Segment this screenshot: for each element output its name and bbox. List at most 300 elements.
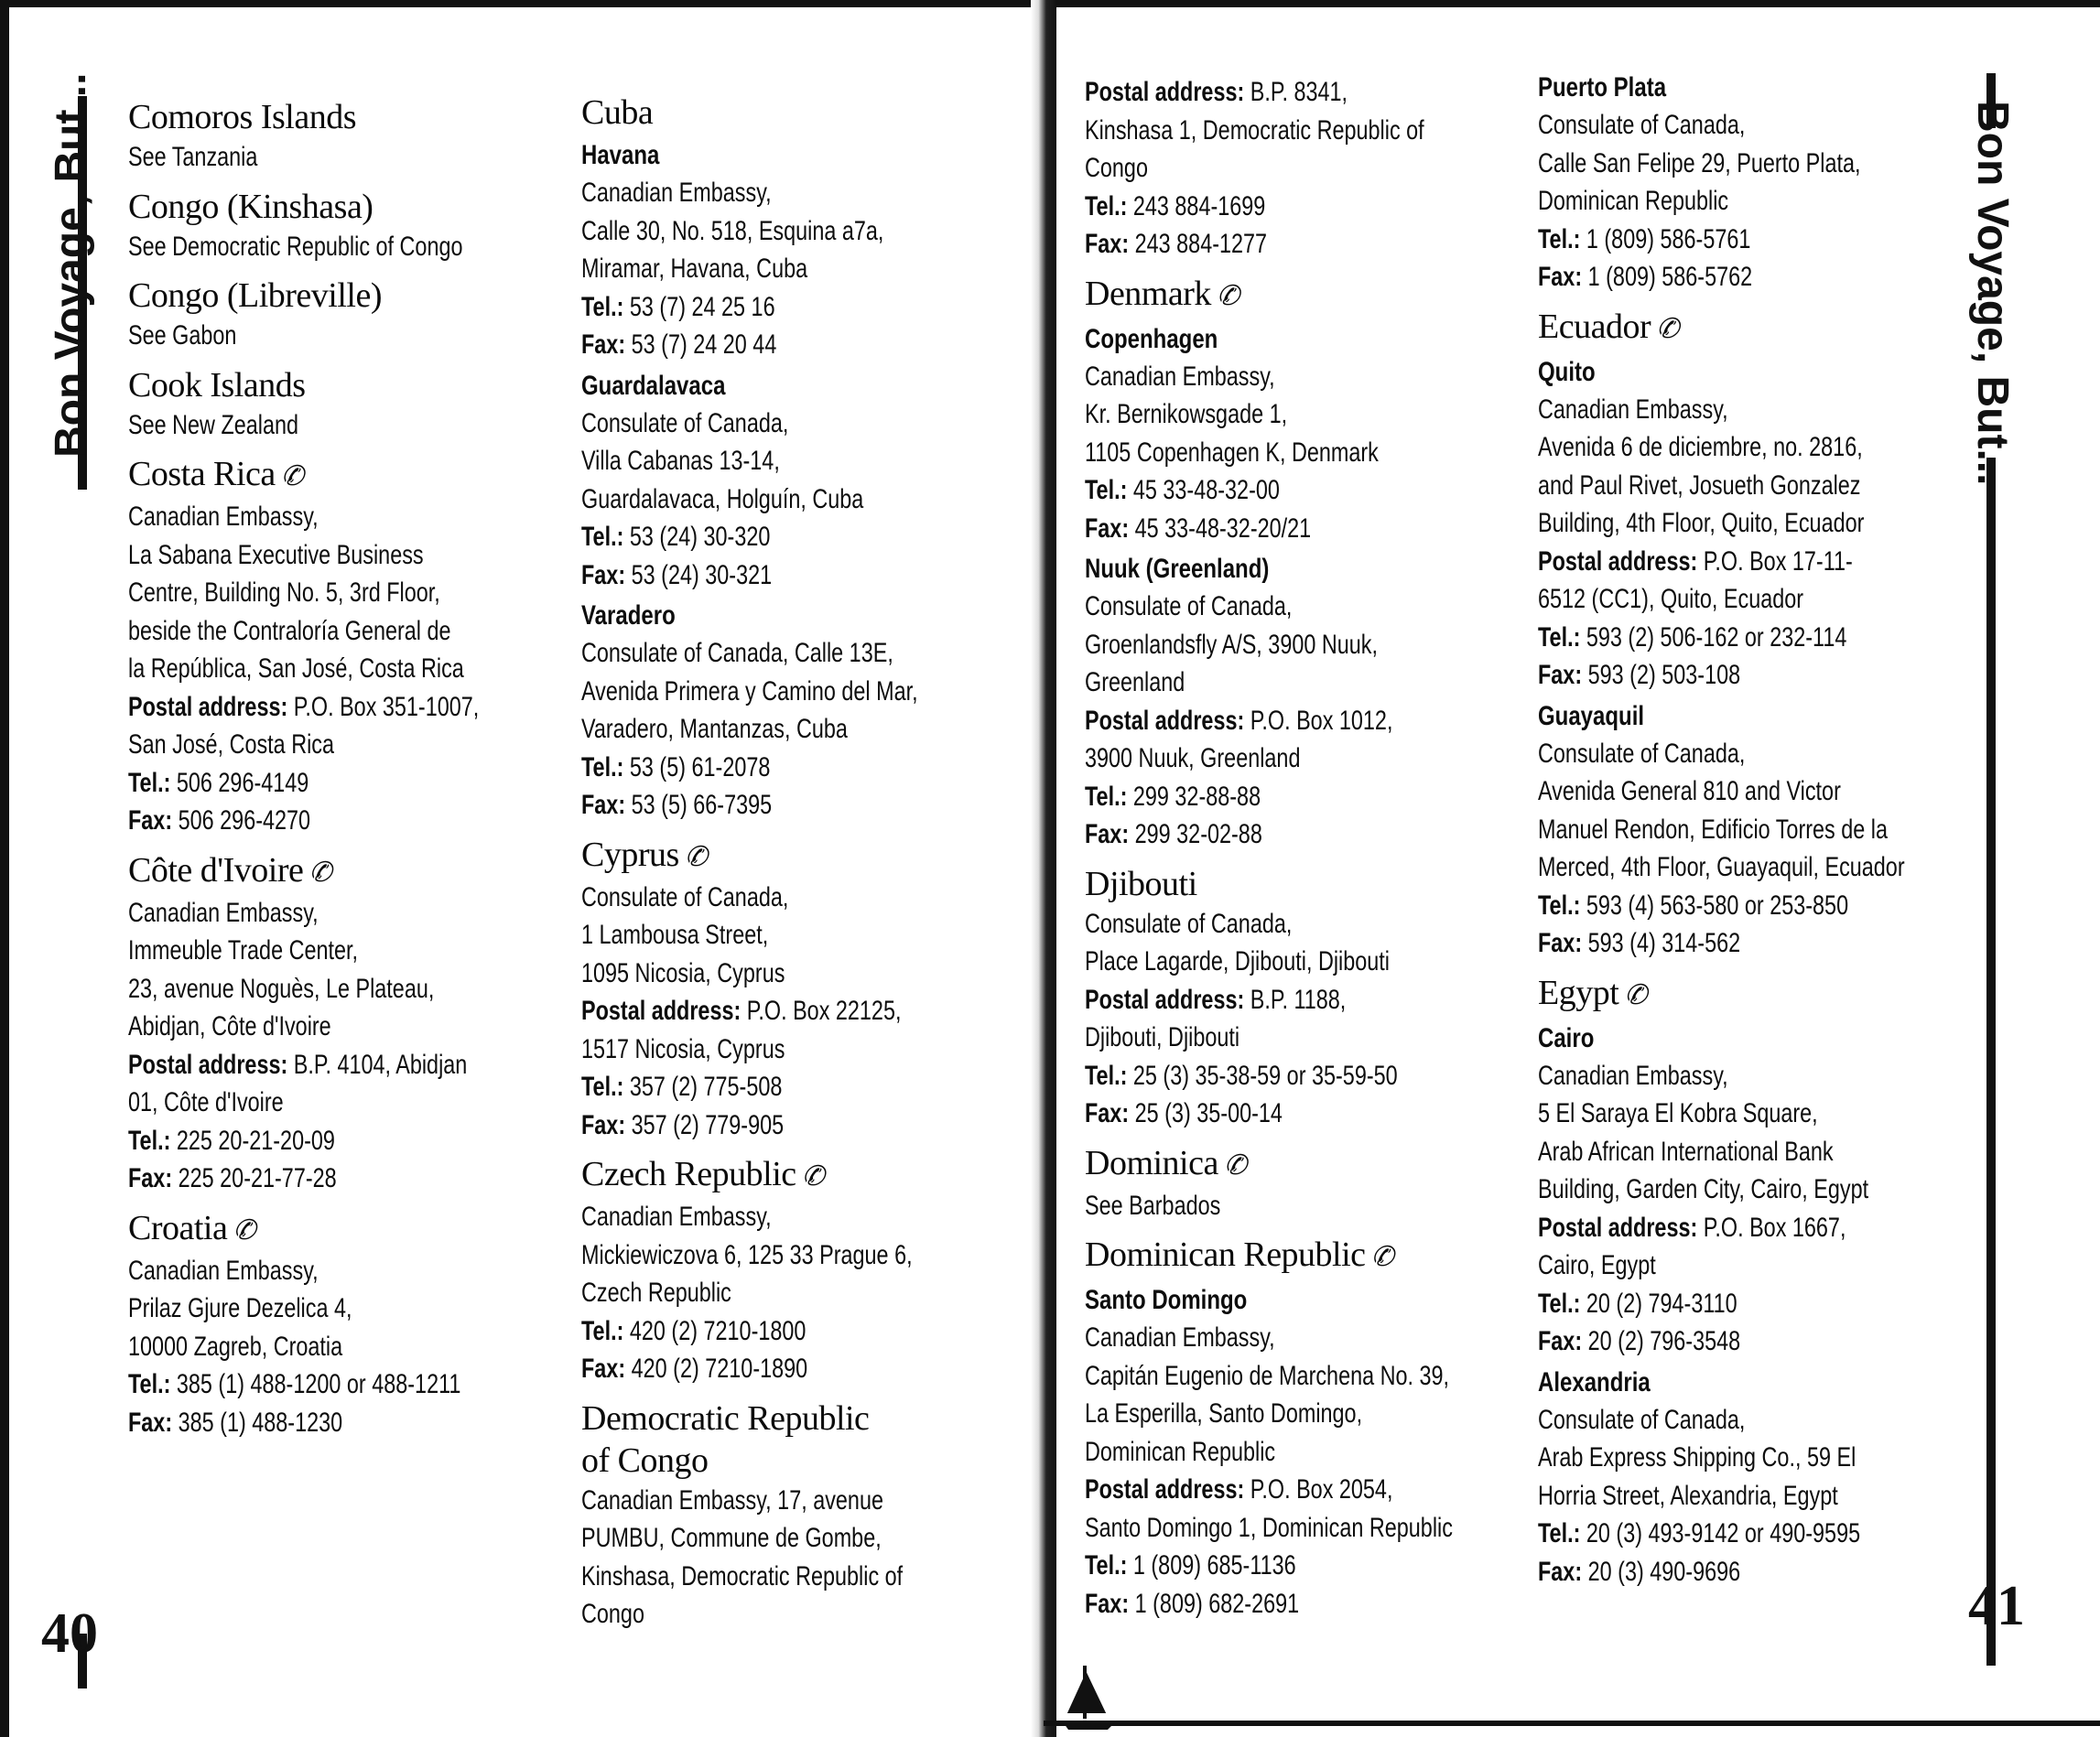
- address-line: [128, 536, 471, 575]
- country-name: Cyprus: [581, 835, 679, 874]
- country-name: Democratic Republic: [581, 1398, 870, 1438]
- field-value: 53 (24) 30-321: [625, 559, 773, 590]
- contact-line: [128, 802, 471, 840]
- country-name: Côte d'Ivoire: [128, 850, 304, 890]
- field-value: 20 (3) 493-9142 or 490-9595: [1580, 1518, 1861, 1548]
- field-value: 1 Lambousa Street,: [581, 920, 769, 950]
- field-value: 299 32-02-88: [1129, 819, 1262, 849]
- field-value: Villa Cabanas 13-14,: [581, 446, 780, 476]
- field-value: Kr. Bernikowsgade 1,: [1085, 399, 1288, 429]
- address-line: [128, 894, 471, 933]
- country-heading: [581, 1397, 1012, 1482]
- address-line: [1085, 1395, 1421, 1433]
- field-value: Consulate of Canada,: [1085, 908, 1293, 939]
- column-3: [1085, 73, 1515, 1623]
- field-value: 243 884-1277: [1129, 229, 1268, 259]
- field-label: Fax:: [1538, 1326, 1583, 1356]
- field-value: B.P. 8341,: [1244, 77, 1348, 107]
- country-heading: [581, 834, 1012, 879]
- field-value: Congo: [581, 1599, 644, 1629]
- contact-line: [1085, 702, 1421, 740]
- field-value: Building, 4th Floor, Quito, Ecuador: [1538, 508, 1865, 538]
- city-heading: Guardalavaca: [581, 370, 726, 401]
- field-value: La Sabana Executive Business: [128, 539, 424, 570]
- address-line: [128, 932, 471, 970]
- address-line: [128, 650, 471, 688]
- contact-line: [1538, 258, 1874, 297]
- field-value: Canadian Embassy,: [581, 1202, 772, 1232]
- directory-entry: [581, 1397, 1012, 1634]
- field-value: Kinshasa 1, Democratic Republic of: [1085, 114, 1424, 146]
- field-value: San José, Costa Rica: [128, 729, 335, 760]
- field-value: 53 (7) 24 20 44: [625, 329, 777, 360]
- field-value: 45 33-48-32-00: [1127, 475, 1280, 505]
- field-value: P.O. Box 2054,: [1244, 1474, 1393, 1505]
- field-value: Consulate of Canada,: [581, 407, 789, 438]
- field-label: Postal address:: [128, 1049, 288, 1080]
- address-line: [1085, 588, 1421, 626]
- directory-entry: [128, 364, 568, 445]
- field-value: 45 33-48-32-20/21: [1129, 512, 1312, 544]
- field-label: Tel.:: [581, 522, 624, 552]
- contact-line: [128, 1046, 471, 1084]
- field-value: Greenland: [1085, 667, 1185, 697]
- field-value: Dominican Republic: [1538, 186, 1729, 216]
- contact-line: [581, 288, 917, 327]
- contact-line: [1085, 1585, 1421, 1624]
- address-line: [1085, 149, 1421, 188]
- contact-line: [581, 1312, 917, 1351]
- city-heading: Cairo: [1538, 1022, 1595, 1053]
- address-line: [1538, 1133, 1874, 1171]
- address-line: [128, 1252, 471, 1290]
- field-label: Tel.:: [1538, 223, 1581, 254]
- address-line: [1538, 1439, 1874, 1477]
- directory-entry: [1085, 73, 1515, 264]
- field-value: Canadian Embassy,: [128, 502, 319, 532]
- contact-line: [128, 1122, 471, 1160]
- contact-line: [128, 1365, 471, 1404]
- field-value: 3900 Nuuk, Greenland: [1085, 743, 1301, 773]
- contact-line: [581, 326, 917, 364]
- address-line: [1538, 1095, 1874, 1133]
- contact-line: [1085, 225, 1421, 264]
- country-heading: [128, 1207, 568, 1252]
- field-value: 53 (24) 30-320: [623, 522, 771, 552]
- field-value: 420 (2) 7210-1800: [623, 1315, 806, 1346]
- field-label: Fax:: [1538, 262, 1583, 292]
- address-line: [1538, 467, 1874, 505]
- country-heading: [128, 364, 568, 406]
- field-label: Tel.:: [581, 291, 624, 322]
- country-heading: [128, 96, 568, 138]
- field-label: Postal address:: [1085, 705, 1245, 736]
- country-name: Denmark: [1085, 274, 1211, 313]
- contact-line: [1085, 73, 1421, 112]
- phone-symbol-icon: ✆: [280, 461, 304, 491]
- contact-line: [1085, 1095, 1421, 1133]
- field-value: P.O. Box 1667,: [1697, 1212, 1846, 1243]
- address-line: [1085, 739, 1421, 778]
- contact-line: [128, 764, 471, 803]
- field-value: Canadian Embassy,: [128, 1255, 319, 1286]
- contact-line: [1538, 1515, 1874, 1553]
- field-value: See Democratic Republic of Congo: [128, 231, 463, 262]
- address-line: [128, 406, 471, 445]
- address-line: [1085, 1187, 1421, 1225]
- field-value: 593 (2) 506-162 or 232-114: [1580, 621, 1847, 653]
- directory-entry: [128, 453, 568, 840]
- address-line: [581, 916, 917, 955]
- right-tab-bar-lower: [1986, 458, 1996, 1666]
- address-line: [1538, 391, 1874, 429]
- field-label: Tel.:: [581, 1315, 624, 1346]
- country-heading: [1085, 1234, 1515, 1278]
- field-value: Calle San Felipe 29, Puerto Plata,: [1538, 147, 1861, 178]
- country-heading: [1085, 863, 1515, 905]
- contact-line: [1538, 924, 1874, 963]
- address-line: [1085, 1357, 1450, 1396]
- address-line: [1538, 735, 1874, 773]
- country-name: Ecuador: [1538, 307, 1651, 346]
- phone-symbol-icon: ✆: [1624, 979, 1647, 1010]
- field-value: 1 (809) 586-5762: [1582, 262, 1753, 292]
- directory-entry: [1085, 273, 1515, 548]
- country-name: Cuba: [581, 93, 654, 132]
- directory-entry: [581, 834, 1012, 1145]
- address-line: [581, 1558, 917, 1596]
- phone-symbol-icon: ✆: [1370, 1242, 1394, 1272]
- field-label: Fax:: [128, 1163, 173, 1193]
- address-line: [581, 634, 917, 673]
- boat-logo-icon: [1057, 1656, 1121, 1730]
- contact-line: [1538, 1553, 1874, 1591]
- field-label: Fax:: [1538, 1556, 1583, 1587]
- field-label: Postal address:: [1085, 77, 1245, 107]
- address-line: [128, 1328, 471, 1366]
- field-value: Canadian Embassy,: [581, 178, 772, 208]
- directory-entry: [128, 96, 568, 177]
- contact-line: [1538, 543, 1874, 581]
- city-heading: Guayaquil: [1538, 700, 1645, 731]
- phone-symbol-icon: ✆: [801, 1161, 825, 1192]
- country-heading: [1538, 306, 1968, 351]
- directory-entry: [581, 92, 1012, 364]
- field-value: 23, avenue Noguès, Le Plateau,: [128, 973, 435, 1004]
- field-value: Miramar, Havana, Cuba: [581, 254, 808, 284]
- field-value: 593 (4) 314-562: [1582, 928, 1741, 958]
- field-label: Tel.:: [1538, 1288, 1581, 1319]
- field-label: Fax:: [1538, 660, 1583, 690]
- field-value: 25 (3) 35-00-14: [1129, 1098, 1283, 1128]
- address-line: [1538, 848, 1905, 887]
- contact-line: [1538, 887, 1874, 925]
- country-heading: [1085, 1142, 1515, 1187]
- city-heading: Quito: [1538, 356, 1596, 387]
- address-line: [1538, 106, 1874, 145]
- field-label: Fax:: [581, 559, 626, 590]
- contact-line: [1085, 1547, 1421, 1585]
- address-line: [128, 1008, 471, 1046]
- field-value: 01, Côte d'Ivoire: [128, 1087, 284, 1117]
- city-heading: Nuuk (Greenland): [1085, 554, 1270, 584]
- field-value: 20 (3) 490-9696: [1582, 1556, 1741, 1587]
- field-value: Building, Garden City, Cairo, Egypt: [1538, 1174, 1869, 1204]
- directory-entry: [1538, 972, 1968, 1361]
- field-value: 1517 Nicosia, Cyprus: [581, 1033, 785, 1064]
- address-line: [581, 1595, 917, 1634]
- address-line: [1085, 664, 1421, 702]
- contact-line: [1085, 778, 1421, 816]
- address-line: [581, 1482, 917, 1520]
- field-value: Canadian Embassy,: [1085, 1322, 1275, 1353]
- address-line: [581, 174, 917, 212]
- field-value: See Tanzania: [128, 142, 258, 172]
- address-line: [1085, 1509, 1453, 1548]
- field-label: Tel.:: [1538, 1518, 1581, 1548]
- field-value: Consulate of Canada,: [1538, 110, 1746, 140]
- field-value: Avenida 6 de diciembre, no. 2816,: [1538, 432, 1863, 462]
- field-value: 5 El Saraya El Kobra Square,: [1538, 1098, 1818, 1128]
- directory-entry: [1538, 306, 1968, 695]
- field-value: Mickiewiczova 6, 125 33 Prague 6,: [581, 1239, 913, 1270]
- field-value: Canadian Embassy, 17, avenue: [581, 1484, 883, 1516]
- field-label: Tel.:: [1085, 190, 1128, 221]
- country-heading: [1538, 972, 1968, 1017]
- field-value: 506 296-4270: [172, 805, 311, 836]
- contact-line: [1085, 1471, 1421, 1509]
- directory-entry: [581, 368, 1012, 595]
- address-line: [581, 879, 917, 917]
- field-value: Arab Express Shipping Co., 59 El: [1538, 1442, 1856, 1473]
- field-value: 420 (2) 7210-1890: [625, 1354, 808, 1384]
- bottom-right-edge: [1044, 1721, 2100, 1726]
- country-heading: [581, 92, 1012, 134]
- field-value: Consulate of Canada,: [1085, 591, 1293, 621]
- address-line: [581, 955, 917, 993]
- city-heading: Alexandria: [1538, 1366, 1651, 1397]
- field-value: 53 (7) 24 25 16: [623, 291, 775, 322]
- contact-line: [1538, 1322, 1874, 1361]
- field-label: Fax:: [1085, 1098, 1130, 1128]
- field-value: Horria Street, Alexandria, Egypt: [1538, 1480, 1838, 1511]
- address-line: [581, 250, 917, 288]
- address-line: [128, 138, 471, 177]
- field-value: 53 (5) 61-2078: [623, 751, 771, 782]
- field-label: Tel.:: [1538, 621, 1581, 653]
- contact-line: [581, 786, 917, 825]
- address-line: [128, 970, 471, 1009]
- address-line: [1085, 905, 1421, 944]
- contact-line: [1538, 1209, 1874, 1247]
- contact-line: [1538, 1285, 1874, 1323]
- column-4: [1538, 66, 1968, 1591]
- country-name: Congo (Libreville): [128, 276, 382, 315]
- address-line: [581, 212, 917, 251]
- column-1: [128, 87, 568, 1441]
- field-value: Avenida Primera y Camino del Mar,: [581, 675, 918, 707]
- field-value: La Esperilla, Santo Domingo,: [1085, 1398, 1363, 1429]
- address-line: [1085, 1433, 1421, 1472]
- field-value: P.O. Box 351-1007,: [287, 691, 480, 722]
- address-line: [128, 1084, 471, 1122]
- page-number-right: 41: [1968, 1575, 2025, 1637]
- address-line: [581, 442, 917, 480]
- column-2: [581, 82, 1012, 1634]
- field-value: 225 20-21-77-28: [172, 1163, 337, 1193]
- running-head-left: Bon Voyage, But...: [47, 72, 95, 458]
- contact-line: [1085, 981, 1421, 1020]
- field-value: Kinshasa, Democratic Republic of: [581, 1560, 904, 1591]
- address-line: [128, 317, 471, 355]
- address-line: [1085, 112, 1424, 150]
- field-value: 357 (2) 775-508: [623, 1072, 783, 1102]
- field-value: Calle 30, No. 518, Esquina a7a,: [581, 215, 884, 246]
- field-label: Fax:: [581, 1354, 626, 1384]
- field-value: See New Zealand: [128, 409, 299, 440]
- field-label: Fax:: [128, 1407, 173, 1438]
- field-value: 593 (4) 563-580 or 253-850: [1580, 890, 1849, 921]
- phone-symbol-icon: ✆: [684, 841, 708, 872]
- address-line: [581, 1236, 917, 1275]
- directory-entry: [128, 275, 568, 355]
- contact-line: [581, 1068, 917, 1106]
- address-line: [581, 1030, 917, 1069]
- field-value: Avenida General 810 and Victor: [1538, 776, 1841, 806]
- field-value: Santo Domingo 1, Dominican Republic: [1085, 1512, 1453, 1543]
- field-value: Arab African International Bank: [1538, 1136, 1834, 1167]
- field-value: Capitán Eugenio de Marchena No. 39,: [1085, 1360, 1450, 1391]
- contact-line: [128, 688, 480, 727]
- contact-line: [1538, 221, 1874, 259]
- address-line: [128, 612, 471, 651]
- address-line: [128, 726, 471, 764]
- field-label: Postal address:: [128, 691, 288, 722]
- country-name: Dominican Republic: [1085, 1235, 1366, 1274]
- field-value: 357 (2) 779-905: [625, 1109, 785, 1140]
- country-name: Egypt: [1538, 973, 1619, 1012]
- field-value: 1 (809) 586-5761: [1580, 223, 1751, 254]
- directory-entry: [128, 1207, 568, 1442]
- field-value: 1095 Nicosia, Cyprus: [581, 957, 785, 988]
- contact-line: [1085, 1057, 1421, 1095]
- field-value: 299 32-88-88: [1127, 781, 1261, 812]
- running-head-right: Bon Voyage, But...: [1968, 101, 2017, 486]
- address-line: [1538, 428, 1874, 467]
- field-label: Fax:: [1085, 229, 1130, 259]
- field-value: Dominican Republic: [1085, 1436, 1276, 1467]
- contact-line: [1538, 619, 1874, 657]
- address-line: [581, 1198, 917, 1236]
- address-line: [1538, 504, 1874, 543]
- country-heading: [581, 1153, 1012, 1198]
- address-line: [1538, 1171, 1874, 1209]
- field-value: Congo: [1085, 153, 1148, 183]
- phone-symbol-icon: ✆: [309, 857, 331, 888]
- field-value: 10000 Zagreb, Croatia: [128, 1331, 343, 1362]
- contact-line: [1085, 471, 1421, 510]
- field-value: Czech Republic: [581, 1278, 731, 1308]
- field-value: Consulate of Canada,: [1538, 1404, 1746, 1435]
- field-value: Prilaz Gjure Dezelica 4,: [128, 1293, 352, 1323]
- city-heading: Puerto Plata: [1538, 72, 1667, 102]
- field-label: Fax:: [1085, 1588, 1130, 1619]
- contact-line: [581, 992, 917, 1030]
- field-value: Immeuble Trade Center,: [128, 935, 359, 966]
- directory-entry: [581, 1153, 1012, 1388]
- field-label: Postal address:: [1085, 1474, 1245, 1505]
- field-value: See Barbados: [1085, 1190, 1221, 1221]
- country-name: Costa Rica: [128, 455, 276, 493]
- field-label: Fax:: [128, 805, 173, 836]
- directory-entry: [1085, 863, 1515, 1133]
- field-label: Tel.:: [1085, 1060, 1128, 1091]
- directory-entry: [1085, 1234, 1515, 1623]
- field-value: 53 (5) 66-7395: [625, 790, 773, 820]
- field-value: Guardalavaca, Holguín, Cuba: [581, 483, 864, 514]
- field-value: Groenlandsfly A/S, 3900 Nuuk,: [1085, 629, 1378, 660]
- field-label: Fax:: [1538, 928, 1583, 958]
- field-value: Canadian Embassy,: [128, 897, 319, 928]
- field-value: 1105 Copenhagen K, Denmark: [1085, 437, 1379, 468]
- address-line: [1538, 145, 1874, 183]
- directory-entry: [1538, 70, 1968, 297]
- address-line: [1538, 811, 1888, 849]
- field-value: 385 (1) 488-1200 or 488-1211: [170, 1369, 461, 1399]
- address-line: [1085, 943, 1421, 981]
- field-value: Place Lagarde, Djibouti, Djibouti: [1085, 946, 1390, 976]
- address-line: [1085, 1319, 1421, 1357]
- directory-entry: [128, 186, 568, 266]
- address-line: [1538, 580, 1874, 619]
- address-line: [581, 1519, 917, 1558]
- field-label: Tel.:: [1085, 475, 1128, 505]
- field-value: Canadian Embassy,: [1538, 1060, 1728, 1091]
- contact-line: [581, 556, 917, 595]
- field-label: Fax:: [581, 790, 626, 820]
- field-value: Merced, 4th Floor, Guayaquil, Ecuador: [1538, 852, 1905, 882]
- field-value: P.O. Box 17-11-: [1697, 545, 1853, 577]
- field-value: Canadian Embassy,: [1085, 361, 1275, 392]
- field-label: Fax:: [1085, 512, 1130, 544]
- field-value: Consulate of Canada, Calle 13E,: [581, 638, 893, 668]
- directory-entry: [128, 849, 568, 1198]
- field-value: 385 (1) 488-1230: [172, 1407, 343, 1438]
- country-name: Comoros Islands: [128, 98, 356, 136]
- address-line: [581, 480, 917, 519]
- address-line: [128, 498, 471, 536]
- field-label: Postal address:: [581, 996, 741, 1026]
- page-number-left: 40: [41, 1602, 98, 1665]
- field-label: Fax:: [581, 329, 626, 360]
- address-line: [128, 1289, 471, 1328]
- field-value: 243 884-1699: [1127, 190, 1266, 221]
- city-heading: Varadero: [581, 600, 676, 631]
- contact-line: [1085, 510, 1421, 548]
- address-line: [1085, 358, 1421, 396]
- field-value: P.O. Box 22125,: [741, 996, 902, 1026]
- field-label: Tel.:: [128, 767, 171, 798]
- field-value: Abidjan, Côte d'Ivoire: [128, 1011, 331, 1041]
- country-name: Cook Islands: [128, 365, 306, 405]
- address-line: [1538, 1477, 1874, 1516]
- field-value: Manuel Rendon, Edificio Torres de la: [1538, 814, 1888, 845]
- field-value: B.P. 1188,: [1244, 984, 1347, 1015]
- field-label: Fax:: [581, 1109, 626, 1140]
- phone-symbol-icon: ✆: [1656, 313, 1679, 344]
- field-value: 593 (2) 503-108: [1582, 660, 1741, 690]
- field-label: Tel.:: [581, 751, 624, 782]
